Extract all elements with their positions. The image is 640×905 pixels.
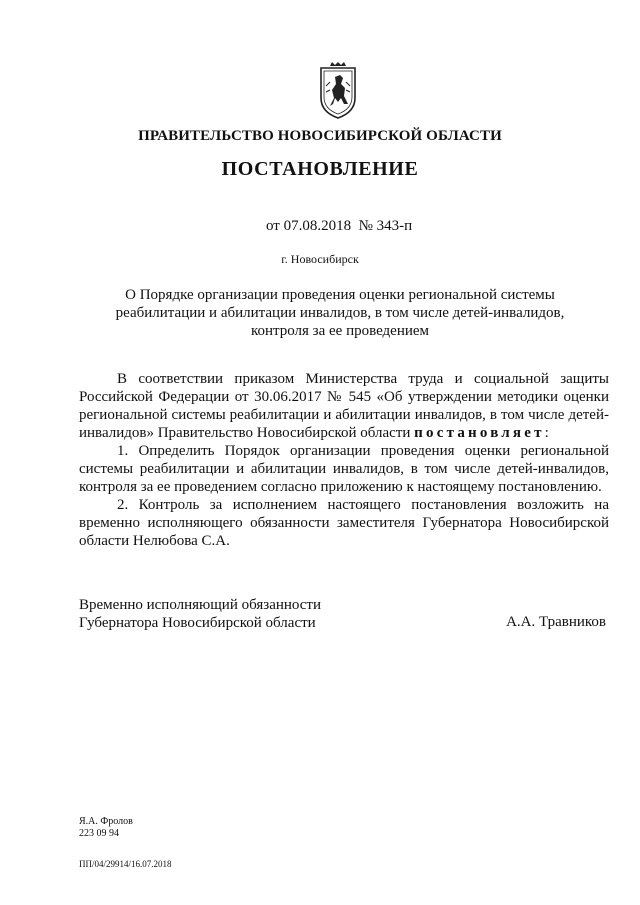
document-subject: [80, 286, 600, 340]
preamble-end: :: [544, 425, 549, 441]
coat-of-arms-icon: [318, 62, 358, 120]
resolves-word: постановляет: [414, 425, 545, 441]
document-type: ПОСТАНОВЛЕНИЕ: [221, 158, 419, 180]
date-number: от 07.08.2018 № 343-п: [266, 218, 413, 234]
signatory-name: А.А. Травников: [506, 614, 606, 630]
subject-line: контроля за ее проведением: [250, 323, 430, 339]
executor-name: Я.А. Фролов: [79, 816, 133, 827]
paragraph-item-2: 2. Контроль за исполнением настоящего постановления возложить на временно исполняющего обязанности заместителя Губернатора Новосибирской области Нелюбова С.А.: [79, 497, 609, 549]
city: г. Новосибирск: [281, 252, 359, 266]
position-line: Временно исполняющий обязанности: [79, 597, 322, 613]
executor-phone: 223 09 94: [79, 828, 119, 839]
position-line: Губернатора Новосибирской области: [79, 615, 316, 631]
footer-code: ПП/04/29914/16.07.2018: [79, 859, 172, 869]
executor-info: [79, 816, 133, 840]
signatory-position: [79, 596, 321, 632]
paragraph-item-1: 1. Определить Порядок организации проведения оценки региональной системы реабилитации и абилитации инвалидов, в том числе детей-инвалидов, контроля за ее проведением согласно приложению к настоящему постановлению.: [79, 443, 609, 495]
organization-title: ПРАВИТЕЛЬСТВО НОВОСИБИРСКОЙ ОБЛАСТИ: [138, 128, 502, 144]
document-body: [79, 370, 609, 550]
subject-line: реабилитации и абилитации инвалидов, в том числе детей-инвалидов,: [115, 305, 565, 321]
paragraph-preamble: [79, 370, 609, 442]
subject-line: О Порядке организации проведения оценки региональной системы: [125, 287, 555, 303]
preamble-text: В соответствии приказом Министерства труда и социальной защиты Российской Федерации от 30.06.2017 № 545 «Об утверждении методики оценки региональной системы реабилитации и абилитации инвалидов, в том числе детей-инвалидов» Правительство Новосибирской области: [79, 371, 609, 441]
